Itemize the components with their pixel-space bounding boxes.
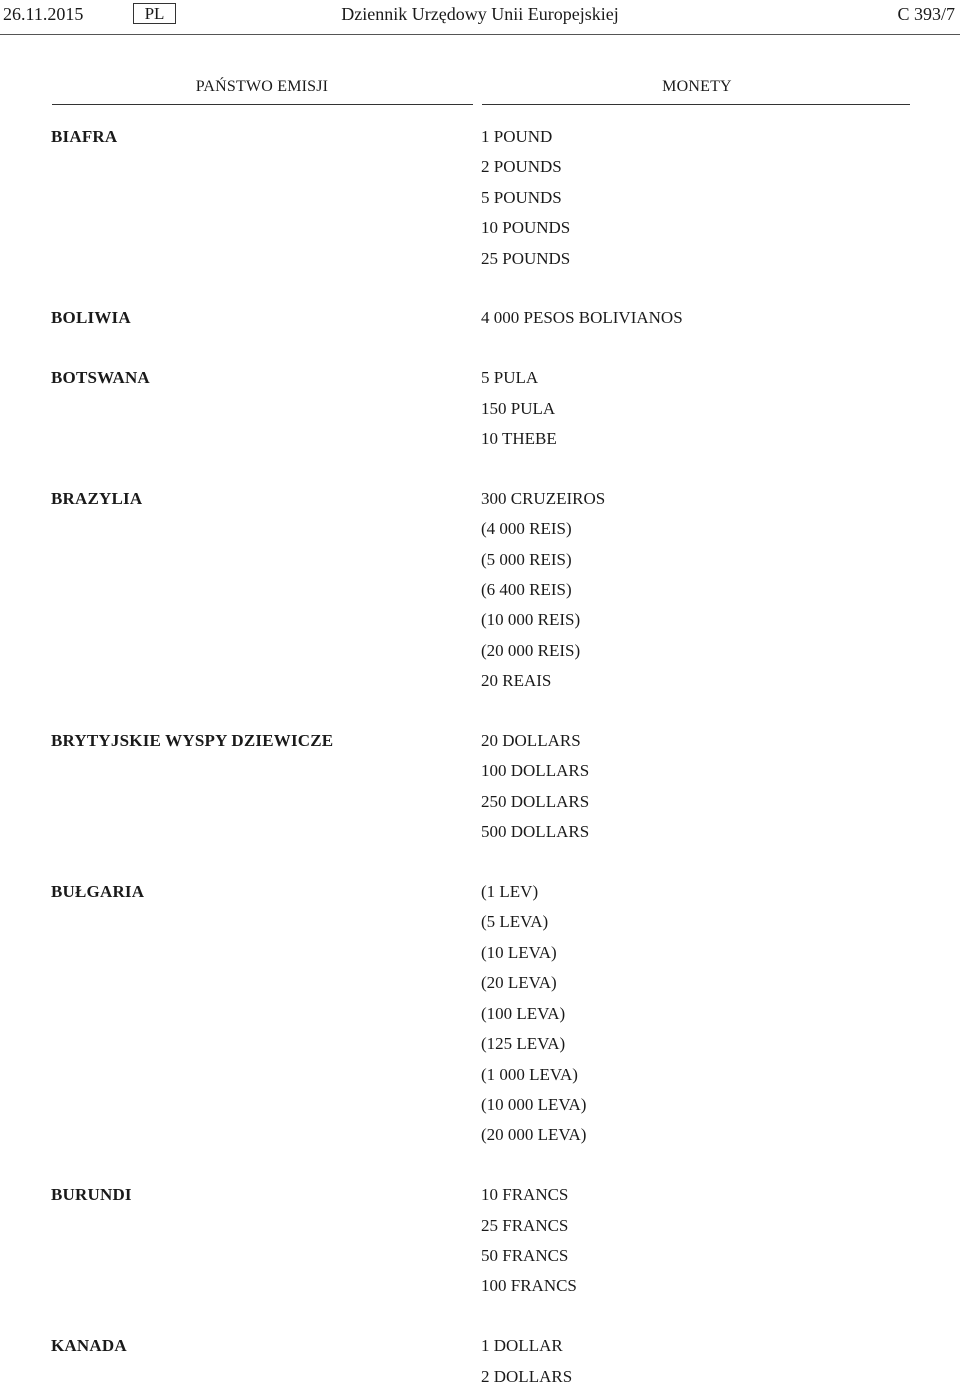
coin-denomination: 100 DOLLARS xyxy=(481,761,590,781)
country-name: BOLIWIA xyxy=(51,308,131,328)
column-header-coins: MONETY xyxy=(662,78,732,95)
coin-list xyxy=(481,303,960,333)
header-rule-right xyxy=(482,104,910,105)
coin-list xyxy=(481,122,960,274)
country-name: BUŁGARIA xyxy=(51,882,145,902)
coin-denomination: 2 DOLLARS xyxy=(481,1366,573,1386)
coin-denomination: 10 POUNDS xyxy=(481,218,571,238)
coin-denomination: (1 LEV) xyxy=(481,882,539,902)
table-row xyxy=(0,1180,960,1302)
country-name: BRAZYLIA xyxy=(51,488,143,508)
coin-denomination: 25 POUNDS xyxy=(481,248,571,268)
country-name: BRYTYJSKIE WYSPY DZIEWICZE xyxy=(51,731,334,751)
coin-denomination: 150 PULA xyxy=(481,398,556,418)
coin-denomination: (20 000 LEVA) xyxy=(481,1125,587,1145)
coin-list xyxy=(481,726,960,848)
coin-denomination: 25 FRANCS xyxy=(481,1215,569,1235)
coin-denomination: (5 000 REIS) xyxy=(481,549,572,569)
coin-denomination: (5 LEVA) xyxy=(481,912,549,932)
coin-table xyxy=(0,122,960,1392)
publication-date: 26.11.2015 xyxy=(3,4,84,24)
coin-denomination: (6 400 REIS) xyxy=(481,580,572,600)
coin-denomination: 250 DOLLARS xyxy=(481,791,590,811)
coin-denomination: 4 000 PESOS BOLIVIANOS xyxy=(481,308,683,328)
coin-denomination: (4 000 REIS) xyxy=(481,519,572,539)
country-name: BURUNDI xyxy=(51,1185,132,1205)
coin-denomination: 300 CRUZEIROS xyxy=(481,488,606,508)
coin-denomination: 500 DOLLARS xyxy=(481,822,590,842)
journal-title: Dziennik Urzędowy Unii Europejskiej xyxy=(341,4,619,24)
coin-denomination: 1 POUND xyxy=(481,127,553,146)
coin-denomination: (100 LEVA) xyxy=(481,1003,566,1023)
table-row xyxy=(0,726,960,848)
coin-denomination: (10 000 LEVA) xyxy=(481,1094,587,1114)
coin-denomination: (125 LEVA) xyxy=(481,1034,566,1054)
country-name: BIAFRA xyxy=(51,127,118,146)
table-row xyxy=(0,122,960,274)
country-name: KANADA xyxy=(51,1336,127,1356)
table-row xyxy=(0,484,960,697)
column-header-country: PAŃSTWO EMISJI xyxy=(195,78,329,95)
coin-denomination: (10 LEVA) xyxy=(481,942,557,962)
coin-denomination: (20 000 REIS) xyxy=(481,640,581,660)
header-rule-left xyxy=(52,104,473,105)
coin-denomination: 10 FRANCS xyxy=(481,1185,569,1205)
coin-denomination: 20 DOLLARS xyxy=(481,731,581,751)
coin-denomination: 5 POUNDS xyxy=(481,187,562,207)
coin-denomination: 20 REAIS xyxy=(481,671,552,691)
table-row xyxy=(0,303,960,333)
page-header xyxy=(0,0,960,35)
coin-denomination: 10 THEBE xyxy=(481,429,557,449)
coin-denomination: 1 DOLLAR xyxy=(481,1336,563,1356)
page-reference: C 393/7 xyxy=(897,4,955,24)
language-badge: PL xyxy=(133,3,176,24)
coin-denomination: (1 000 LEVA) xyxy=(481,1064,578,1084)
coin-denomination: (10 000 REIS) xyxy=(481,610,581,630)
country-name: BOTSWANA xyxy=(51,368,150,388)
coin-list xyxy=(481,484,960,697)
table-row xyxy=(0,877,960,1151)
coin-denomination: 100 FRANCS xyxy=(481,1276,577,1296)
coin-denomination: 2 POUNDS xyxy=(481,157,562,177)
coin-denomination: 5 PULA xyxy=(481,368,539,388)
coin-list xyxy=(481,363,960,454)
coin-list xyxy=(481,877,960,1151)
coin-list xyxy=(481,1180,960,1302)
table-row xyxy=(0,363,960,454)
coin-denomination: (20 LEVA) xyxy=(481,973,557,993)
coin-denomination: 50 FRANCS xyxy=(481,1245,569,1265)
